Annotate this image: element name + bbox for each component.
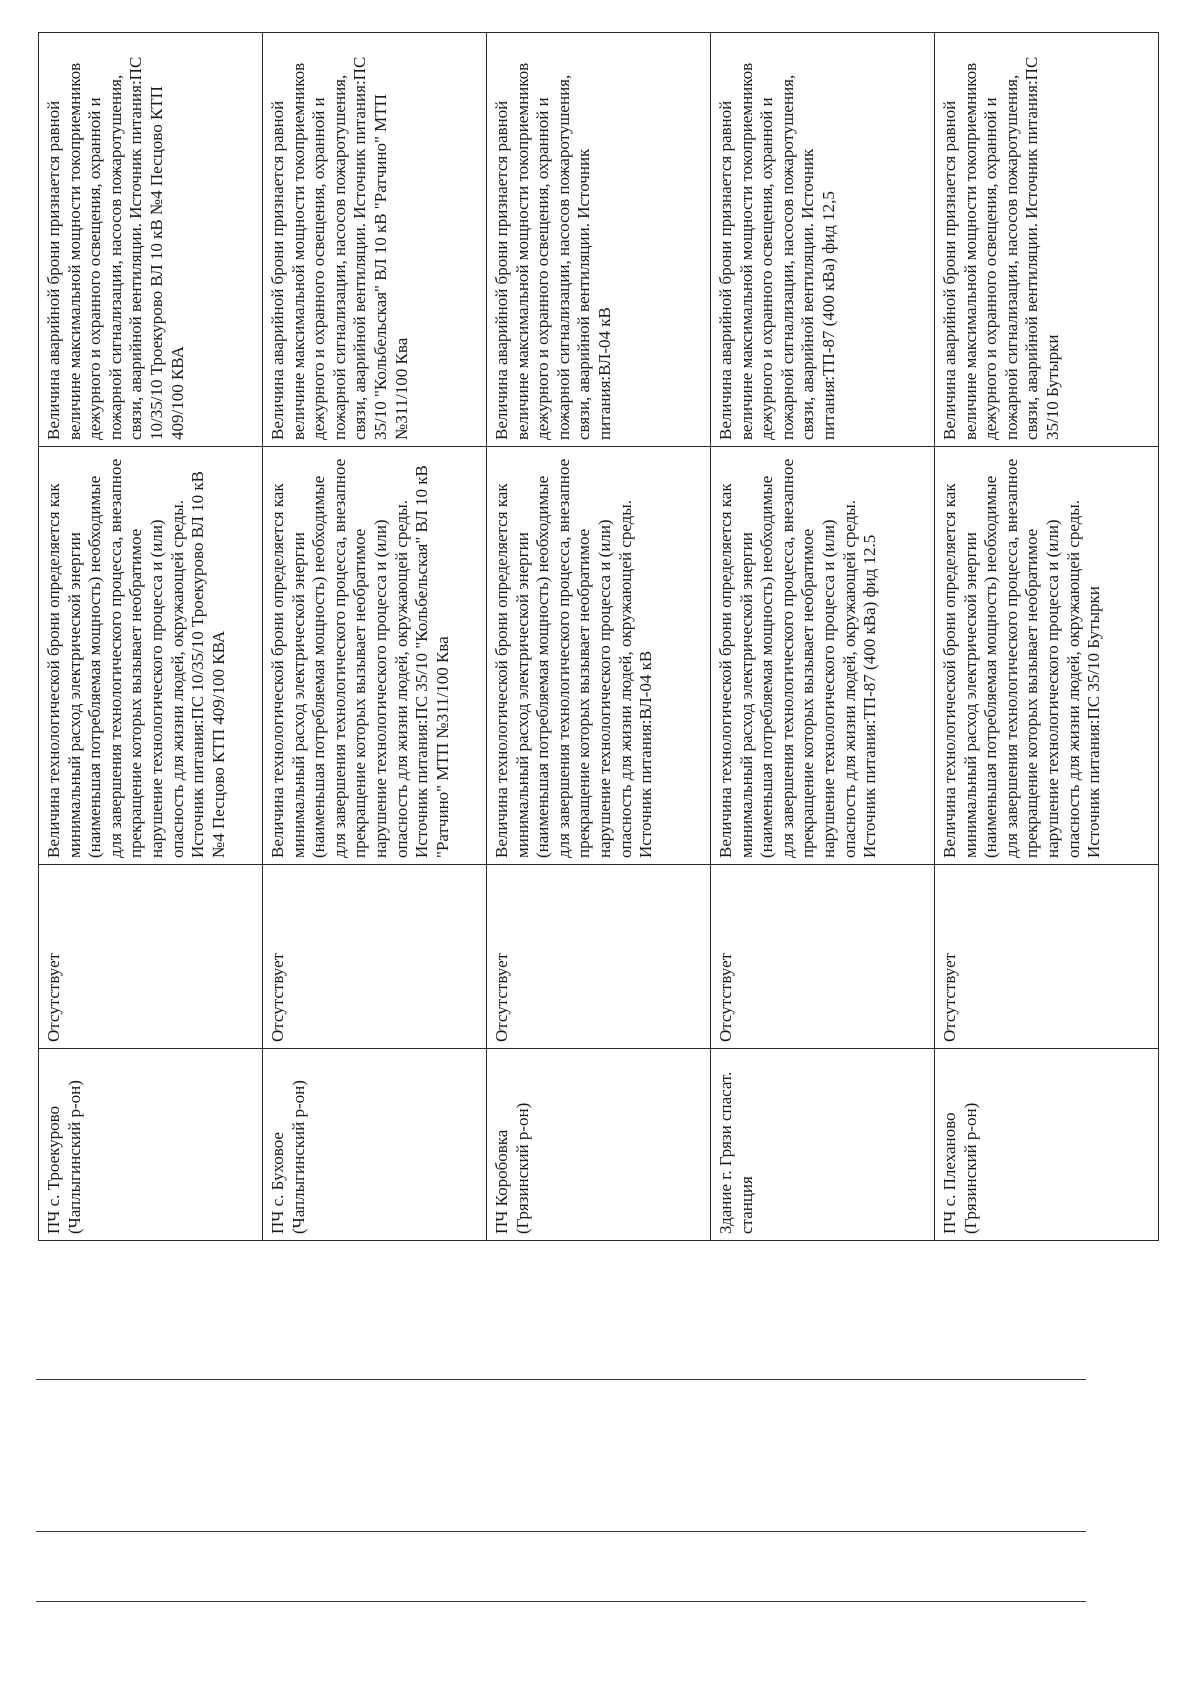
signature-rule-line <box>36 1378 1086 1380</box>
emergency-reserve-cell: Величина аварийной брони признается равной величине максимальной мощности токоприемников дежурного и охранного освещения, охранной и пожарной сигнализации, насосов пожаротушения, связи, аварийной вентиляции. Источник питания:ВЛ-04 кВ <box>487 33 711 447</box>
signature-rule-line <box>36 1600 1086 1602</box>
emergency-reserve-cell: Величина аварийной брони признается равной величине максимальной мощности токоприемников дежурного и охранного освещения, охранной и пожарной сигнализации, насосов пожаротушения, связи, аварийной вентиляции. Источник питания:ПС 10/35/10 Троекурово ВЛ 10 кВ №4 Песцово КТП 409/100 КВА <box>39 33 263 447</box>
emergency-reserve-cell: Величина аварийной брони признается равной величине максимальной мощности токоприемников дежурного и охранного освещения, охранной и пожарной сигнализации, насосов пожаротушения, связи, аварийной вентиляции. Источник питания:ТП-87 (400 кВа) фид 12,5 <box>711 33 935 447</box>
tech-reserve-cell: Величина технологической брони определяется как минимальный расход электрической энергии (наименьшая потребляемая мощность) необходимые для завершения технологического процесса, внезапное прекращение которых вызывает необратимое нарушение технологического процесса и (или) опасность для жизни людей, окружающей среды. Источник питания:ПС 10/35/10 Троекурово ВЛ 10 кВ №4 Песцово КТП 409/100 КВА <box>39 447 263 865</box>
absence-cell: Отсутствует <box>487 865 711 1049</box>
table-row <box>487 33 711 1241</box>
tech-reserve-cell: Величина технологической брони определяется как минимальный расход электрической энергии (наименьшая потребляемая мощность) необходимые для завершения технологического процесса, внезапное прекращение которых вызывает необратимое нарушение технологического процесса и (или) опасность для жизни людей, окружающей среды. Источник питания:ТП-87 (400 кВа) фид 12.5 <box>711 447 935 865</box>
object-name-cell: ПЧ с. Буховое (Чаплыгинский р-он) <box>263 1049 487 1241</box>
power-reserve-table <box>38 32 1159 1241</box>
tech-reserve-cell: Величина технологической брони определяется как минимальный расход электрической энергии (наименьшая потребляемая мощность) необходимые для завершения технологического процесса, внезапное прекращение которых вызывает необратимое нарушение технологического процесса и (или) опасность для жизни людей, окружающей среды. Источник питания:ВЛ-04 кВ <box>487 447 711 865</box>
object-name-cell: ПЧ Коробовка (Грязинский р-он) <box>487 1049 711 1241</box>
object-name-cell: ПЧ с. Плеханово (Грязинский р-он) <box>935 1049 1159 1241</box>
absence-cell: Отсутствует <box>711 865 935 1049</box>
emergency-reserve-cell: Величина аварийной брони признается равной величине максимальной мощности токоприемников дежурного и охранного освещения, охранной и пожарной сигнализации, насосов пожаротушения, связи, аварийной вентиляции. Источник питания:ПС 35/10 "Кольбельская" ВЛ 10 кВ "Ратчино" МТП №311/100 Ква <box>263 33 487 447</box>
table-row <box>263 33 487 1241</box>
table-row <box>711 33 935 1241</box>
absence-cell: Отсутствует <box>263 865 487 1049</box>
absence-cell: Отсутствует <box>39 865 263 1049</box>
table-row <box>935 33 1159 1241</box>
signature-rule-line <box>36 1530 1086 1532</box>
absence-cell: Отсутствует <box>935 865 1159 1049</box>
tech-reserve-cell: Величина технологической брони определяется как минимальный расход электрической энергии (наименьшая потребляемая мощность) необходимые для завершения технологического процесса, внезапное прекращение которых вызывает необратимое нарушение технологического процесса и (или) опасность для жизни людей, окружающей среды. Источник питания:ПС 35/10 Бутырки <box>935 447 1159 865</box>
table-row <box>39 33 263 1241</box>
object-name-cell: Здание г. Грязи спасат. станция <box>711 1049 935 1241</box>
tech-reserve-cell: Величина технологической брони определяется как минимальный расход электрической энергии (наименьшая потребляемая мощность) необходимые для завершения технологического процесса, внезапное прекращение которых вызывает необратимое нарушение технологического процесса и (или) опасность для жизни людей, окружающей среды. Источник питания:ПС 35/10 "Кольбельская" ВЛ 10 кВ "Ратчино" МТП №311/100 Ква <box>263 447 487 865</box>
object-name-cell: ПЧ с. Троекурово (Чаплыгинский р-он) <box>39 1049 263 1241</box>
emergency-reserve-cell: Величина аварийной брони признается равной величине максимальной мощности токоприемников дежурного и охранного освещения, охранной и пожарной сигнализации, насосов пожаротушения, связи, аварийной вентиляции. Источник питания:ПС 35/10 Бутырки <box>935 33 1159 447</box>
